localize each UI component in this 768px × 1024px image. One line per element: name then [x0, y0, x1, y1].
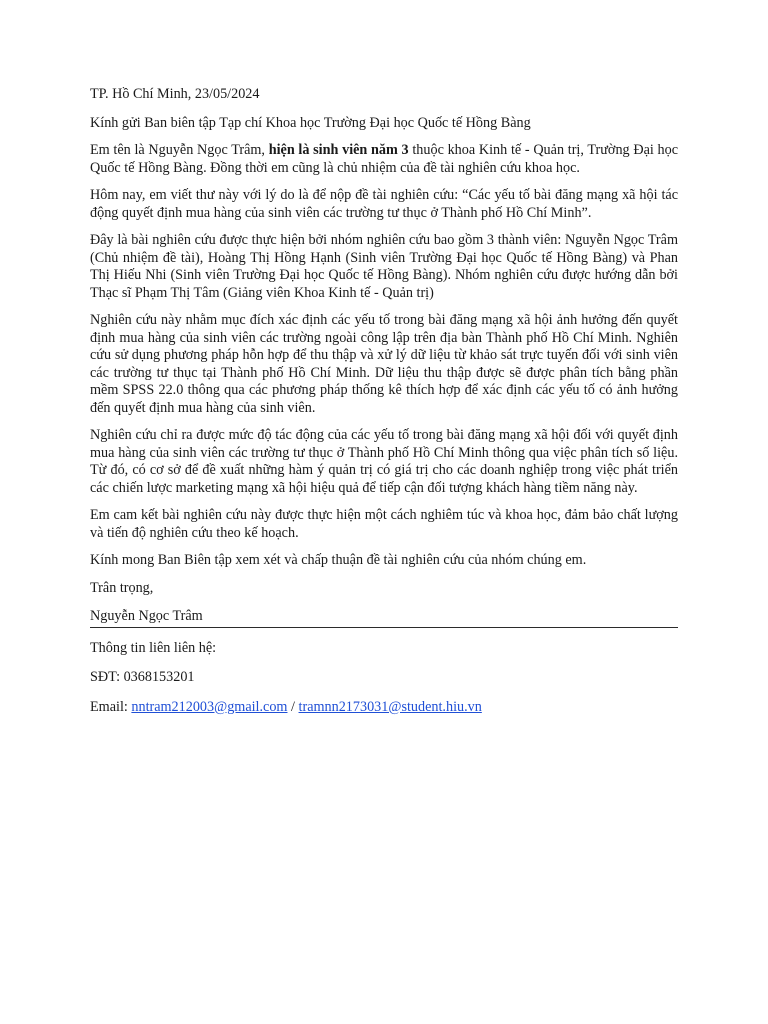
letter-request-paragraph: Kính mong Ban Biên tập xem xét và chấp thuận đề tài nghiên cứu của nhóm chúng em.	[90, 552, 587, 568]
signature-name: Nguyễn Ngọc Trâm	[90, 608, 678, 628]
email-link-gmail[interactable]: nntram212003@gmail.com	[131, 698, 288, 715]
contact-email-line	[90, 699, 678, 717]
letter-commitment-paragraph: Em cam kết bài nghiên cứu này được thực hiện một cách nghiêm túc và khoa học, đảm bảo chất lượng và tiến độ nghiên cứu theo kế hoạch.	[90, 507, 678, 541]
letter-purpose-paragraph: Hôm nay, em viết thư này với lý do là để nộp đề tài nghiên cứu: “Các yếu tố bài đăng mạng xã hội tác động quyết định mua hàng của sinh viên các trường tư thục ở Thành phố Hồ Chí Minh”.	[90, 187, 678, 221]
intro-text-start: Em tên là Nguyễn Ngọc Trâm,	[90, 142, 269, 158]
intro-text-end: thuộc khoa Kinh tế - Quản trị, Trường Đại học Quốc tế Hồng Bàng. Đồng thời em cũng là chủ nhiệm của đề tài nghiên cứu khoa học.	[90, 142, 679, 176]
contact-heading: Thông tin liên liên hệ:	[90, 639, 217, 656]
letter-salutation: Kính gửi Ban biên tập Tạp chí Khoa học Trường Đại học Quốc tế Hồng Bàng	[90, 114, 531, 131]
letter-intro-paragraph	[90, 142, 678, 177]
letter-objective-paragraph: Nghiên cứu này nhằm mục đích xác định các yếu tố trong bài đăng mạng xã hội ảnh hưởng đến quyết định mua hàng của sinh viên các trường ngoài công lập trên địa bàn Thành phố Hồ Chí Minh. Nghiên cứu sử dụng phương pháp hỗn hợp để thu thập và xử lý dữ liệu từ khảo sát trực tuyến đối với sinh viên các trường tư thục tại Thành phố Hồ Chí Minh. Dữ liệu thu thập được sẽ được phân tích bằng phần mềm SPSS 22.0 thông qua các phương pháp thống kê thích hợp để xác định các yếu tố có ảnh hưởng đến quyết định mua hàng của sinh viên.	[90, 312, 678, 416]
email-separator: /	[287, 698, 299, 715]
letter-results-paragraph: Nghiên cứu chỉ ra được mức độ tác động của các yếu tố trong bài đăng mạng xã hội đối với quyết định mua hàng của sinh viên các trường tư thục ở Thành phố Hồ Chí Minh thông qua việc phân tích số liệu. Từ đó, có cơ sở để đề xuất những hàm ý quản trị có giá trị cho các doanh nghiệp trong việc phát triển các chiến lược marketing mạng xã hội hiệu quả để tiếp cận đối tượng khách hàng tiềm năng này.	[90, 427, 678, 496]
contact-phone: SĐT: 0368153201	[90, 669, 195, 685]
letter-closing: Trân trọng,	[90, 579, 154, 596]
letter-document	[90, 86, 678, 728]
email-label: Email:	[90, 698, 132, 715]
letter-date: TP. Hồ Chí Minh, 23/05/2024	[90, 86, 260, 102]
letter-members-paragraph: Đây là bài nghiên cứu được thực hiện bởi nhóm nghiên cứu bao gồm 3 thành viên: Nguyễn Ngọc Trâm (Chủ nhiệm đề tài), Hoàng Thị Hồng Hạnh (Sinh viên Trường Đại học Quốc tế Hồng Bàng) và Phan Thị Hiếu Nhi (Sinh viên Trường Đại học Quốc tế Hồng Bàng). Nhóm nghiên cứu được hướng dẫn bởi Thạc sĩ Phạm Thị Tâm (Giảng viên Khoa Kinh tế - Quản trị)	[90, 232, 678, 301]
intro-text-bold: hiện là sinh viên năm 3	[268, 142, 409, 158]
email-link-student[interactable]: tramnn2173031@student.hiu.vn	[298, 698, 482, 715]
